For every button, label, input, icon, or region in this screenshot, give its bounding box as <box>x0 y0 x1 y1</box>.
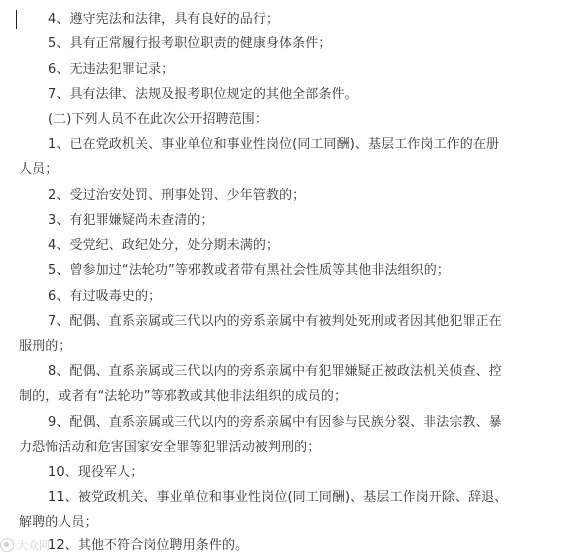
doc-line-17: 9、配偶、直系亲属或三代以内的旁系亲属中有因参与民族分裂、非法宗教、暴 <box>48 415 502 430</box>
doc-line-21: 解聘的人员； <box>19 515 98 530</box>
doc-line-8: 2、受过治安处罚、刑事处罚、少年管教的； <box>48 188 306 203</box>
doc-line-19: 10、现役军人； <box>48 465 144 480</box>
doc-line-16: 制的，或者有“法轮功”等邪教或其他非法组织的成员的； <box>19 389 348 404</box>
doc-line-13: 7、配偶、直系亲属或三代以内的旁系亲属中有被判处死刑或者因其他犯罪正在 <box>48 314 502 329</box>
text-cursor <box>16 10 17 29</box>
doc-section-heading: (二)下列人员不在此次公开招聘范围： <box>48 112 268 127</box>
doc-line-18: 力恐怖活动和危害国家安全罪等犯罪活动被判刑的； <box>19 440 321 455</box>
watermark-logo-icon <box>0 538 14 552</box>
doc-line-20: 11、被党政机关、事业单位和事业性岗位(同工同酬)、基层工作岗开除、辞退、 <box>48 490 508 505</box>
doc-line-14: 服刑的； <box>19 339 72 354</box>
watermark-text: 大众网 <box>17 539 50 552</box>
watermark <box>0 536 50 554</box>
doc-line-10: 4、受党纪、政纪处分，处分期未满的； <box>48 238 280 253</box>
clipped-previous-line <box>46 0 76 2</box>
doc-line-11: 5、曾参加过“法轮功”等邪教或者带有黑社会性质等其他非法组织的； <box>48 263 450 278</box>
doc-line-15: 8、配偶、直系亲属或三代以内的旁系亲属中有犯罪嫌疑正被政法机关侦查、控 <box>48 364 502 379</box>
doc-line-1: 4、遵守宪法和法律，具有良好的品行； <box>48 12 280 27</box>
doc-line-12: 6、有过吸毒史的； <box>48 289 162 304</box>
doc-line-22: 12、其他不符合岗位聘用条件的。 <box>48 538 249 553</box>
doc-line-2: 5、具有正常履行报考职位职责的健康身体条件； <box>48 36 332 51</box>
doc-line-7: 人员； <box>19 162 59 177</box>
doc-line-9: 3、有犯罪嫌疑尚未查清的； <box>48 213 214 228</box>
doc-line-3: 6、无违法犯罪记录； <box>48 62 175 77</box>
doc-line-4: 7、具有法律、法规及报考职位规定的其他全部条件。 <box>48 87 358 102</box>
doc-line-6: 1、已在党政机关、事业单位和事业性岗位(同工同酬)、基层工作岗工作的在册 <box>48 137 500 152</box>
